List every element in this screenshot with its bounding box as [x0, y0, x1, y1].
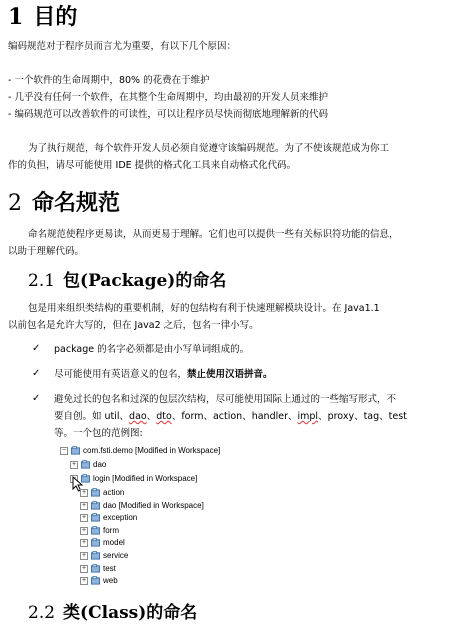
paragraph-line: 以前包名是允许大写的，但在 Java2 之后，包名一律小写。: [8, 320, 259, 331]
expand-icon[interactable]: +: [81, 489, 87, 496]
collapse-icon[interactable]: −: [61, 447, 67, 454]
expand-icon[interactable]: +: [81, 577, 87, 585]
package-icon: [91, 551, 100, 560]
tree-node-label: dao [Modified in Workspace]: [103, 500, 204, 510]
package-icon: [91, 564, 100, 573]
text-run: 、proxy、tag、test: [318, 411, 407, 422]
paragraph-line: 包是用来组织类结构的重要机制，好的包结构有利于快速理解模块设计。在 Java1.1: [28, 303, 380, 314]
check-item-text: 尽可能使用有英语意义的包名，: [54, 369, 188, 380]
text-run: 、form、action、handler、: [171, 411, 298, 422]
text-run: dao: [129, 411, 147, 422]
section-number: 1: [8, 4, 24, 30]
tree-node-label: model: [103, 538, 125, 548]
check-item-bold-text: 禁止使用汉语拼音。: [187, 369, 273, 380]
list-item: - 编码规范可以改善软件的可读性，可以让程序员尽快而彻底地理解新的代码: [8, 109, 328, 120]
package-icon: [81, 460, 90, 469]
paragraph-line: 作的负担，请尽可能使用 IDE 提供的格式化工具来自动格式化代码。: [8, 160, 297, 171]
package-icon: [91, 576, 100, 585]
tree-node-label: action: [103, 488, 125, 497]
tree-node-label: form: [103, 525, 119, 535]
expand-icon[interactable]: +: [81, 564, 87, 572]
section-1-heading: [8, 0, 77, 31]
package-icon: [71, 446, 80, 455]
paragraph-line: 为了执行规范，每个软件开发人员必须自觉遵守该编码规范。为了不使该规范成为你工: [28, 143, 390, 154]
check-item-line: 避免过长的包名和过深的包层次结构，尽可能使用国际上通过的一些缩写形式，不: [54, 394, 397, 405]
tree-node-label: test: [103, 563, 116, 573]
tree-node-label: com.fsti.demo [Modified in Workspace]: [83, 446, 221, 455]
package-tree-figure: [60, 444, 238, 592]
section-number: 2: [8, 191, 22, 216]
package-icon: [91, 501, 100, 510]
paragraph-line: 命名规范使程序更易读，从而更易于理解。它们也可以提供一些有关标识符功能的信息，: [28, 229, 399, 240]
text-run: 、: [146, 411, 157, 422]
tree-node-label: service: [103, 551, 129, 560]
section-title: 命名规范: [32, 190, 121, 216]
check-icon: ✓: [32, 343, 41, 354]
section-title: 包(Package)的命名: [63, 271, 227, 291]
tree-node-label: exception: [103, 513, 138, 523]
text-run: dto: [156, 411, 172, 422]
package-icon: [91, 488, 100, 497]
section-number: 2.2: [28, 603, 56, 623]
check-item: [54, 366, 273, 384]
tree-node-label: dao: [93, 460, 107, 469]
section-2-heading: [8, 186, 120, 217]
list-item: - 几乎没有任何一个软件，在其整个生命周期中，均由最初的开发人员来维护: [8, 92, 328, 103]
package-icon: [91, 513, 100, 522]
paragraph-line: 以助于理解代码。: [8, 246, 85, 257]
tree-node-label: login [Modified in Workspace]: [93, 474, 198, 483]
check-item: package 的名字必须都是由小写单词组成的。: [54, 344, 250, 355]
paragraph: 编码规范对于程序员而言尤为重要，有以下几个原因：: [8, 41, 237, 52]
section-number: 2.1: [28, 271, 56, 291]
expand-icon[interactable]: +: [81, 552, 87, 559]
expand-icon[interactable]: +: [81, 526, 87, 534]
check-icon: ✓: [32, 393, 41, 404]
list-item: - 一个软件的生命周期中，80% 的花费在于维护: [8, 75, 210, 86]
text-run: 要自创。如 util、: [54, 411, 130, 422]
expand-icon[interactable]: +: [71, 461, 77, 468]
check-item-line: 等。一个包的范例图:: [54, 428, 143, 439]
section-title: 类(Class)的命名: [63, 603, 198, 623]
expand-icon[interactable]: +: [81, 539, 87, 547]
package-icon: [91, 538, 100, 547]
check-item-line: [54, 408, 407, 426]
section-2-2-heading: [28, 598, 197, 623]
text-run: impl: [297, 411, 319, 422]
tree-node-label: web: [103, 576, 118, 586]
check-icon: ✓: [32, 368, 41, 379]
section-title: 目的: [33, 4, 78, 30]
section-2-1-heading: [28, 266, 226, 291]
expand-icon[interactable]: +: [81, 501, 87, 509]
expand-icon[interactable]: +: [81, 514, 87, 522]
package-icon: [91, 526, 100, 535]
